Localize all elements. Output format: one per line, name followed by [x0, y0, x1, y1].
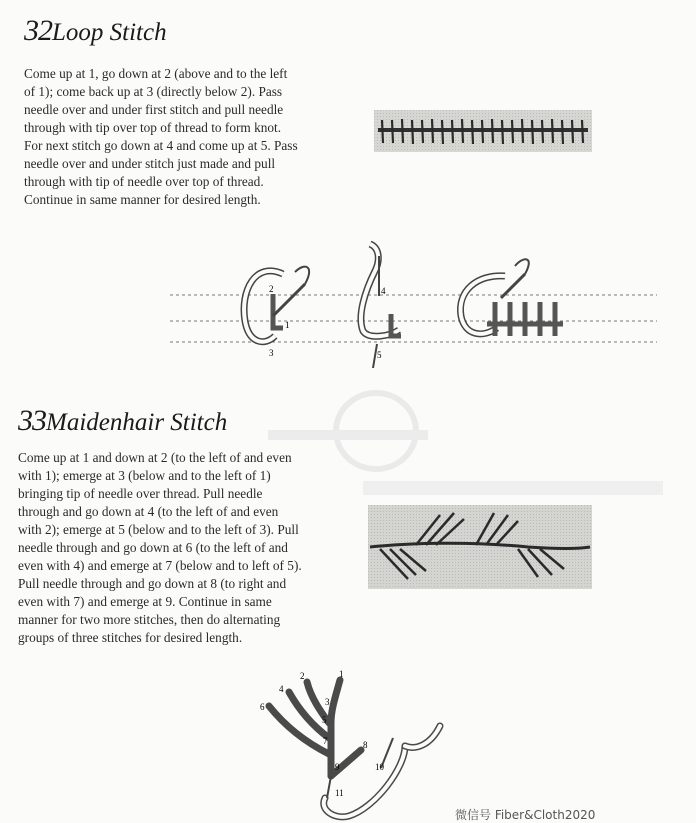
instruction-line: manner for two more stitches, then do alternating: [18, 612, 281, 627]
maidenhair-stitch-photo: [368, 505, 592, 589]
loop-step-3: [460, 259, 563, 336]
label-1: 1: [285, 320, 290, 330]
label-7: 7: [323, 736, 328, 746]
watermark-text: 微信号 Fiber&Cloth2020: [455, 808, 596, 822]
label-9: 9: [335, 762, 340, 772]
instruction-line: through and go down at 4 (to the left of and even: [18, 504, 279, 519]
label-1: 1: [339, 669, 344, 679]
loop-stitch-title: Loop Stitch: [52, 19, 167, 46]
label-5: 5: [322, 715, 327, 725]
instruction-line: of 1); come back up at 3 (directly below 2). Pass: [24, 84, 283, 99]
loop-stitch-heading: [24, 14, 167, 48]
maidenhair-stitch-title: Maidenhair Stitch: [46, 409, 228, 436]
loop-stitch-number: 32: [24, 14, 52, 47]
instruction-line: through with tip over top of thread to form knot.: [24, 120, 282, 135]
maidenhair-stitch-diagram: [255, 668, 455, 821]
label-6: 6: [260, 702, 265, 712]
instruction-line: needle over and under stitch just made and pull: [24, 156, 276, 171]
maidenhair-stitch-number: 33: [18, 404, 46, 437]
instruction-line: even with 4) and emerge at 7 (below and to left of 5).: [18, 558, 302, 573]
instruction-line: needle over and under first stitch and pull needle: [24, 102, 284, 117]
instruction-line: even with 7) and emerge at 9. Continue in same: [18, 594, 272, 609]
instruction-line: Continue in same manner for desired length.: [24, 192, 261, 207]
label-2: 2: [300, 671, 305, 681]
label-10: 10: [375, 762, 384, 772]
maidenhair-stitch-heading: [18, 404, 227, 438]
instruction-line: needle through and go down at 6 (to the left of and: [18, 540, 288, 555]
instruction-line: through with tip of needle over top of thread.: [24, 174, 264, 189]
instruction-line: groups of three stitches for desired length.: [18, 630, 243, 645]
instruction-line: Come up at 1, go down at 2 (above and to the left: [24, 66, 288, 81]
label-3: 3: [325, 697, 330, 707]
label-8: 8: [363, 740, 368, 750]
instruction-line: Come up at 1 and down at 2 (to the left of and even: [18, 450, 292, 465]
instruction-line: with 2); emerge at 5 (below and to the left of 3). Pull: [18, 522, 299, 537]
label-2: 2: [269, 284, 274, 294]
label-5: 5: [377, 350, 382, 360]
instruction-line: Pull needle through and go down at 8 (to right and: [18, 576, 287, 591]
label-3: 3: [269, 348, 274, 358]
instruction-line: For next stitch go down at 4 and come up at 5. Pass: [24, 138, 298, 153]
instruction-line: with 1); emerge at 3 (below and to the left of 1): [18, 468, 271, 483]
label-11: 11: [335, 788, 344, 798]
show-through-shadow: [268, 386, 668, 506]
loop-stitch-diagram: [165, 236, 665, 376]
loop-step-1: [244, 267, 309, 342]
label-4: 4: [381, 286, 386, 296]
maidenhair-stitch-instructions: [18, 449, 302, 647]
loop-stitch-photo: [374, 110, 592, 152]
label-4: 4: [279, 684, 284, 694]
instruction-line: bringing tip of needle over thread. Pull needle: [18, 486, 263, 501]
loop-stitch-instructions: [24, 65, 298, 209]
